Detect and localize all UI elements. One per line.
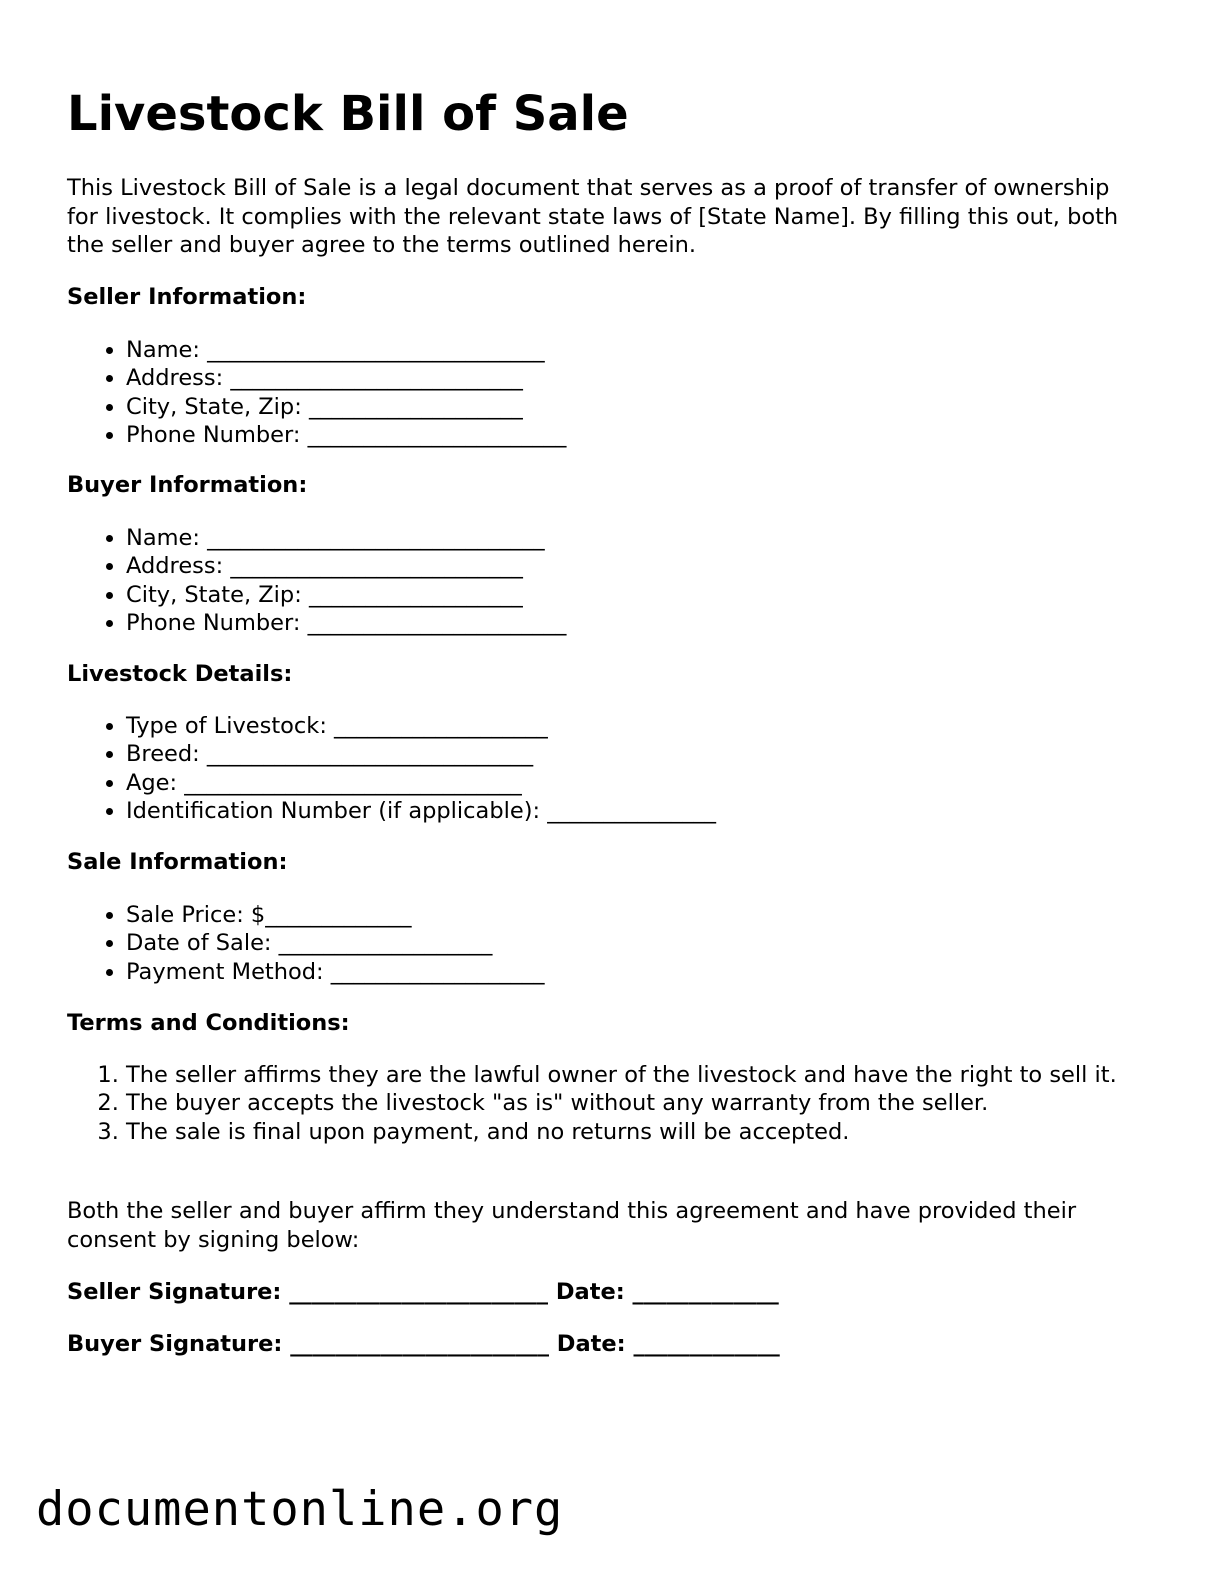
terms-list [67,1061,1146,1146]
livestock-breed-field[interactable]: • Breed: _____________________________ [126,740,716,768]
payment-method-field[interactable]: • Payment Method: ___________________ [126,958,545,986]
livestock-id-field[interactable]: • Identification Number (if applicable): _______________ [126,797,716,825]
buyer-name-field[interactable]: • Name: ______________________________ [126,524,566,552]
seller-address-field[interactable]: • Address: __________________________ [126,364,566,392]
buyer-city-field[interactable]: • City, State, Zip: ___________________ [126,581,566,609]
terms-item: 1. The seller affirms they are the lawful owner of the livestock and have the right to sell it. [126,1061,1146,1089]
seller-heading: Seller Information: [67,284,307,310]
seller-fields-list [67,336,566,449]
buyer-fields-list [67,524,566,637]
document-title: Livestock Bill of Sale [67,86,629,142]
sale-heading: Sale Information: [67,849,288,875]
terms-item: 3. The sale is final upon payment, and no returns will be accepted. [126,1118,1146,1146]
livestock-age-field[interactable]: • Age: ______________________________ [126,769,716,797]
seller-city-field[interactable]: • City, State, Zip: ___________________ [126,393,566,421]
buyer-heading: Buyer Information: [67,472,308,498]
buyer-address-field[interactable]: • Address: __________________________ [126,552,566,580]
watermark: documentonline.org [36,1482,564,1537]
buyer-phone-field[interactable]: • Phone Number: _______________________ [126,609,566,637]
sale-fields-list [67,901,545,986]
sale-date-field[interactable]: • Date of Sale: ___________________ [126,929,545,957]
terms-heading: Terms and Conditions: [67,1010,350,1036]
consent-paragraph: Both the seller and buyer affirm they understand this agreement and have provided their consent by signing below: [67,1198,1077,1253]
livestock-fields-list [67,712,716,825]
livestock-heading: Livestock Details: [67,661,293,687]
terms-item: 2. The buyer accepts the livestock "as is" without any warranty from the seller. [126,1089,1146,1117]
sale-price-field[interactable]: • Sale Price: $_____________ [126,901,545,929]
seller-phone-field[interactable]: • Phone Number: _______________________ [126,421,566,449]
livestock-type-field[interactable]: • Type of Livestock: ___________________ [126,712,716,740]
intro-paragraph: This Livestock Bill of Sale is a legal document that serves as a proof of transfer of ownership for livestock. It complies with the relevant state laws of [State Name]. By filling this out, both the seller and buyer agree to the terms outlined herein. [67,175,1119,258]
seller-signature-line[interactable]: Seller Signature: _______________________ Date: _____________ [67,1279,779,1305]
buyer-signature-line[interactable]: Buyer Signature: _______________________ Date: _____________ [67,1331,780,1357]
seller-name-field[interactable]: • Name: ______________________________ [126,336,566,364]
